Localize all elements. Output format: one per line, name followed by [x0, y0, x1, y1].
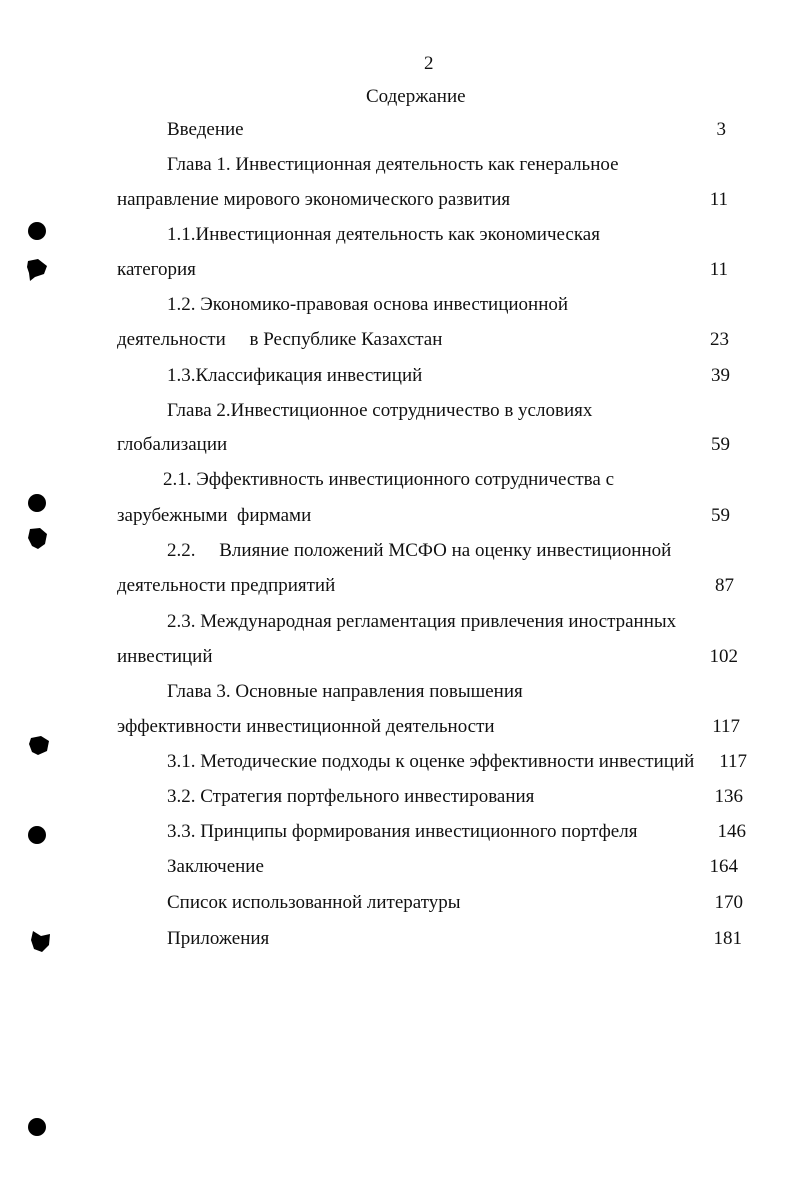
toc-page-number: 11 [709, 189, 728, 210]
binder-clip-mark [26, 258, 48, 282]
toc-entry-line: 3.3. Принципы формирования инвестиционного портфеля [167, 821, 638, 842]
toc-page-number: 181 [713, 928, 742, 949]
toc-entry-line: 2.3. Международная регламентация привлечения иностранных [167, 611, 677, 632]
toc-page-number: 117 [719, 751, 747, 772]
binder-hole [28, 494, 46, 512]
toc-entry-line: 1.3.Классификация инвестиций [167, 365, 423, 386]
toc-page-number: 59 [711, 434, 730, 455]
toc-page-number: 117 [712, 716, 740, 737]
toc-entry-line: 1.1.Инвестиционная деятельность как экономическая [167, 224, 600, 245]
binder-hole [28, 222, 46, 240]
toc-entry-line: 2.2. Влияние положений МСФО на оценку инвестиционной [167, 540, 672, 561]
toc-entry-line: 3.2. Стратегия портфельного инвестирования [167, 786, 535, 807]
binder-clip-mark [28, 735, 50, 757]
toc-page-number: 3 [716, 119, 726, 140]
toc-page-number: 102 [709, 646, 738, 667]
toc-entry-line: Список использованной литературы [167, 892, 461, 913]
toc-entry-line: зарубежными фирмами [117, 505, 312, 526]
toc-page-number: 59 [711, 505, 730, 526]
toc-page-number: 11 [709, 259, 728, 280]
toc-page-number: 136 [714, 786, 743, 807]
toc-entry-line: категория [117, 259, 196, 280]
toc-entry-line: деятельности в Республике Казахстан [117, 329, 443, 350]
toc-entry-line: 3.1. Методические подходы к оценке эффективности инвестиций [167, 751, 695, 772]
toc-page-number: 23 [710, 329, 729, 350]
toc-page-number: 164 [709, 856, 738, 877]
toc-page-number: 170 [714, 892, 743, 913]
page-title: Содержание [366, 86, 466, 107]
toc-page-number: 146 [717, 821, 746, 842]
toc-entry-line: глобализации [117, 434, 228, 455]
toc-entry-line: Глава 3. Основные направления повышения [167, 681, 523, 702]
toc-page-number: 87 [715, 575, 734, 596]
toc-page-number: 39 [711, 365, 730, 386]
binder-clip-mark [30, 930, 52, 954]
binder-hole [28, 1118, 46, 1136]
toc-entry-line: Глава 2.Инвестиционное сотрудничество в условиях [167, 400, 593, 421]
toc-entry-line: Введение [167, 119, 244, 140]
toc-entry-line: направление мирового экономического развития [117, 189, 511, 210]
toc-entry-line: эффективности инвестиционной деятельности [117, 716, 495, 737]
toc-entry-line: Приложения [167, 928, 270, 949]
toc-entry-line: 1.2. Экономико-правовая основа инвестиционной [167, 294, 569, 315]
toc-entry-line: Заключение [167, 856, 264, 877]
binder-hole [28, 826, 46, 844]
page-number: 2 [424, 53, 434, 74]
binder-clip-mark [26, 527, 48, 551]
toc-entry-line: Глава 1. Инвестиционная деятельность как генеральное [167, 154, 619, 175]
toc-entry-line: инвестиций [117, 646, 213, 667]
toc-entry-line: 2.1. Эффективность инвестиционного сотрудничества с [163, 469, 615, 490]
toc-entry-line: деятельности предприятий [117, 575, 336, 596]
